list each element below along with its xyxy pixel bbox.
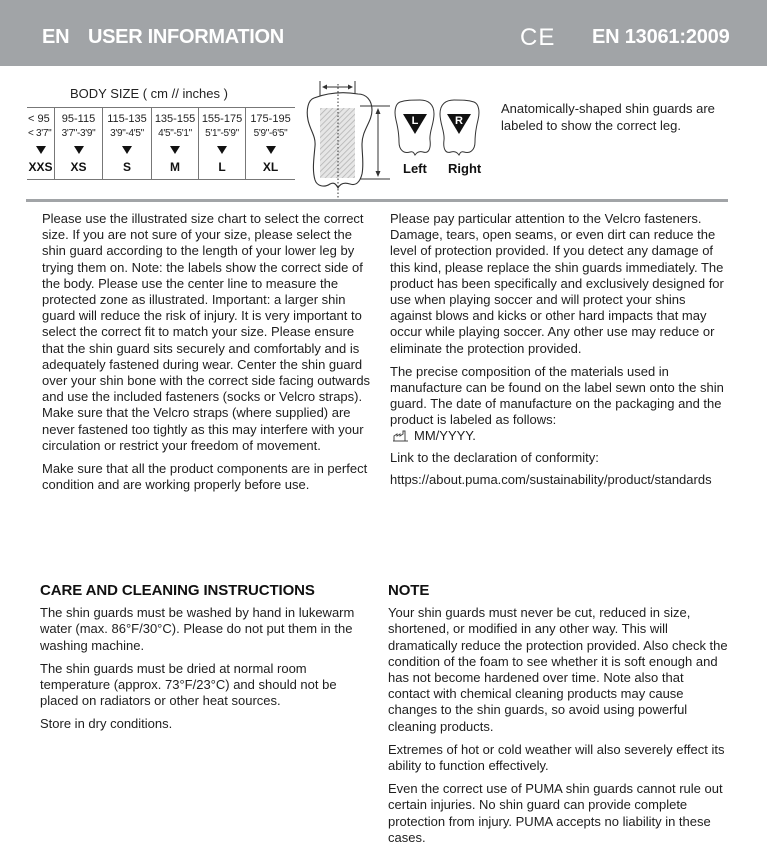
leg-badges-icon [392, 98, 482, 158]
conformity-link[interactable]: https://about.puma.com/sustainability/product/standards [390, 472, 712, 488]
size-inches: 5'1"-5'9" [205, 128, 239, 139]
paragraph: Please use the illustrated size chart to select the correct size. If you are not sure of your size, please select the shin guard according to the length of your lower leg by trying them on. Note: the labels show the correct side of the body. Please use the center line to measure the protected zone as illustrated. Important: a larger shin guard will reduce the risk of injury. It is very important to select the correct fit to match your size. Please ensure that the shin guard sits securely and comfortably and is adequately fastened during wear. Center the shin guard over your shin bone with the correct side facing outwards and use the included fasteners (socks or Velcro straps). Make sure that the Velcro straps (where supplied) are never fastened too tightly as this may interfere with your circulation or restrict your freedom of movement. [42, 211, 371, 453]
svg-text:L: L [411, 115, 419, 127]
size-inches: 3'9"-4'5" [110, 128, 144, 139]
size-cm: < 95 [28, 113, 50, 125]
size-label: XXS [28, 160, 53, 174]
paragraph: Make sure that all the product components are in perfect condition and are working properly before use. [42, 461, 368, 493]
size-label: M [170, 160, 180, 174]
anatomical-note: Anatomically-shaped shin guards are labeled to show the correct leg. [501, 101, 715, 133]
size-label: S [122, 160, 131, 174]
paragraph: Store in dry conditions. [40, 716, 173, 732]
note-section [388, 583, 728, 853]
size-column-xxs [27, 108, 55, 179]
paragraph: Please pay particular attention to the Velcro fasteners. Damage, tears, open seams, or even dirt can reduce the level of protection provided. If you detect any damage of this kind, please replace the shin guards immediately. The product has been specifically and exclusively designed for use when playing soccer and will protect your shins against blows and kicks or other hard impacts that may occur while playing soccer. Any other use may reduce or eliminate the protection provided. [390, 211, 724, 356]
paragraph: The shin guards must be dried at normal room temperature (approx. 73°F/23°C) and should not be placed on radiators or other heat sources. [40, 660, 337, 709]
down-triangle-icon [74, 146, 84, 154]
paragraph: Even the correct use of PUMA shin guards cannot rule out certain injuries. No shin guard can provide complete protection from injury. PUMA accepts no liability in these cases. [388, 781, 723, 845]
size-cm: 115-135 [107, 113, 147, 125]
paragraph: Extremes of hot or cold weather will also severely effect its ability to function effectively. [388, 741, 725, 774]
size-cm: 155-175 [201, 113, 243, 125]
size-cm: 175-195 [250, 113, 291, 125]
size-label: L [218, 160, 226, 174]
size-column-m [152, 108, 199, 179]
down-triangle-icon [217, 146, 227, 154]
left-right-labels [392, 98, 482, 162]
size-label: XL [262, 160, 279, 174]
section-divider [26, 199, 728, 202]
size-cm: 135-155 [154, 113, 196, 125]
note-title: NOTE [388, 582, 430, 599]
care-section [40, 583, 375, 740]
factory-date-icon [393, 430, 409, 442]
shin-guard-outline-icon [300, 78, 392, 198]
right-caption: Right [448, 161, 482, 176]
care-title: CARE AND CLEANING INSTRUCTIONS [40, 582, 315, 599]
size-column-s [103, 108, 152, 179]
ce-mark-icon: CE [520, 24, 556, 51]
size-inches: 4'5"-5'1" [158, 128, 192, 139]
down-triangle-icon [266, 146, 276, 154]
header-band [0, 0, 767, 66]
size-column-l [199, 108, 246, 179]
size-inches: 3'7"-3'9" [61, 128, 96, 139]
size-column-xl [246, 108, 295, 179]
down-triangle-icon [36, 146, 46, 154]
paragraph: Your shin guards must never be cut, reduced in size, shortened, or modified in any other way. This will dramatically reduce the protection provided. Also check the condition of the foam to see whether it is soft enough and has not become hardened over time. Note also that contact with chemical cleaning products may cause changes to the shin guards, so avoid using powerful cleaning products. [388, 605, 728, 734]
size-column-xs [55, 108, 103, 179]
usage-instructions [390, 211, 725, 488]
conformity-label: Link to the declaration of conformity: [390, 449, 599, 465]
left-caption: Left [403, 161, 427, 176]
shin-guard-measurement-diagram [300, 78, 392, 202]
size-chart-table [27, 107, 295, 180]
down-triangle-icon [170, 146, 180, 154]
size-inches: < 3'7" [28, 128, 52, 139]
size-chart-title: BODY SIZE ( cm // inches ) [70, 86, 228, 101]
paragraph: The shin guards must be washed by hand in lukewarm water (max. 86°F/30°C). Please do not put them in the washing machine. [40, 605, 355, 653]
svg-text:R: R [455, 115, 463, 127]
page-title: USER INFORMATION [88, 26, 284, 48]
size-cm: 95-115 [61, 113, 96, 125]
down-triangle-icon [122, 146, 132, 154]
size-inches: 5'9"-6'5" [253, 128, 288, 139]
language-code: EN [42, 26, 70, 48]
paragraph: The precise composition of the materials used in manufacture can be found on the label sewn onto the shin guard. The date of manufacture on the packaging and the product is labeled as follows: [390, 363, 724, 428]
manufacture-date-format: MM/YYYY. [414, 427, 476, 443]
manufacture-date-line [390, 428, 725, 444]
standard-number: EN 13061:2009 [592, 26, 730, 48]
size-label: XS [70, 160, 87, 174]
sizing-instructions [42, 211, 372, 500]
